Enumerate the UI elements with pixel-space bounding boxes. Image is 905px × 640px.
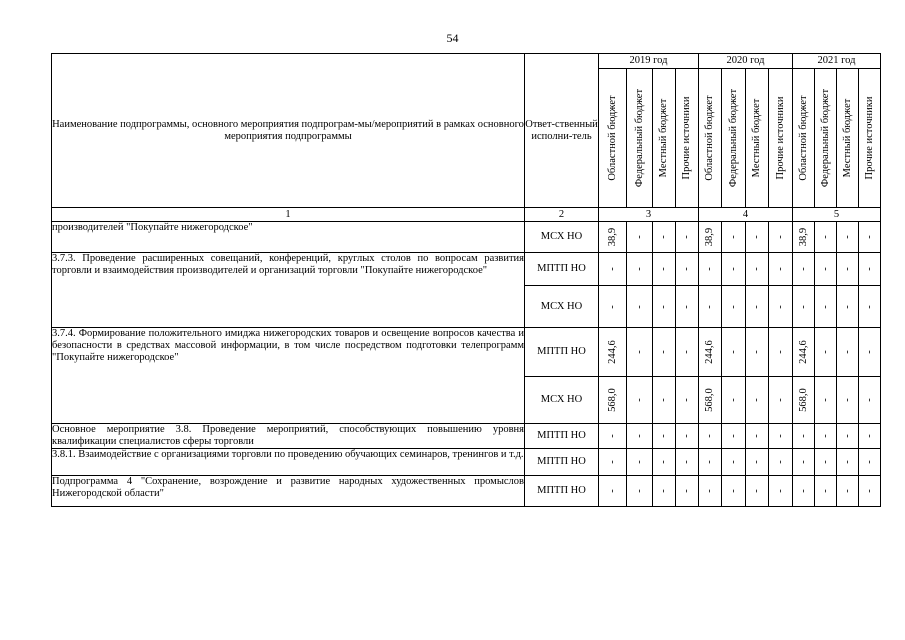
budget-value: 244,6: [704, 340, 715, 364]
budget-value: -: [863, 434, 875, 438]
budget-value-cell: [793, 476, 815, 507]
budget-value: -: [863, 304, 875, 309]
subcol-regional: Областной бюджет: [599, 69, 627, 208]
budget-value-cell: [793, 424, 815, 449]
budget-value: -: [658, 489, 669, 493]
budget-value: -: [727, 235, 739, 239]
budget-value-cell: [793, 286, 815, 328]
budget-value-cell: [859, 222, 881, 253]
budget-value: 38,9: [606, 227, 618, 247]
budget-value-cell: [599, 449, 627, 476]
budget-value: -: [704, 304, 715, 309]
header-executor-col: Ответ-ственный исполни-тель: [525, 54, 599, 208]
budget-value: -: [751, 489, 762, 493]
budget-value: -: [727, 398, 739, 402]
budget-value: -: [633, 434, 645, 438]
budget-value: -: [658, 460, 669, 464]
budget-value-cell: [722, 449, 746, 476]
subcol-regional: Областной бюджет: [793, 69, 815, 208]
budget-value: -: [606, 267, 618, 271]
budget-value-cell: [653, 286, 676, 328]
column-number: 5: [793, 208, 881, 222]
budget-value: -: [751, 460, 762, 464]
budget-value: -: [704, 267, 715, 271]
executor-cell: МСХ НО: [525, 286, 599, 328]
budget-value-cell: [699, 253, 722, 286]
budget-value-cell: [859, 476, 881, 507]
budget-value: -: [658, 398, 669, 402]
subcol-federal: Федеральный бюджет: [815, 69, 837, 208]
budget-value: -: [863, 235, 875, 239]
budget-value: 568,0: [606, 388, 618, 412]
budget-value-cell: [722, 377, 746, 424]
budget-value-cell: [793, 328, 815, 377]
budget-value-cell: [746, 476, 769, 507]
budget-value-cell: [599, 424, 627, 449]
table-row: [52, 424, 881, 449]
subcol-local: Местный бюджет: [837, 69, 859, 208]
budget-value: -: [841, 434, 853, 438]
executor-cell: МПТП НО: [525, 449, 599, 476]
executor-cell: МПТП НО: [525, 253, 599, 286]
budget-value-cell: [815, 286, 837, 328]
budget-value: -: [774, 235, 786, 239]
budget-value: -: [681, 304, 692, 309]
column-number: 1: [52, 208, 525, 222]
budget-value-cell: [699, 377, 722, 424]
budget-value-cell: [837, 222, 859, 253]
budget-value-cell: [837, 424, 859, 449]
budget-value-cell: [653, 222, 676, 253]
budget-value: -: [704, 489, 715, 493]
budget-value-cell: [722, 476, 746, 507]
budget-value-cell: [627, 449, 653, 476]
budget-value-cell: [815, 253, 837, 286]
budget-value-cell: [815, 449, 837, 476]
column-number: 3: [599, 208, 699, 222]
budget-value: -: [633, 304, 645, 309]
budget-value: -: [774, 434, 786, 438]
budget-value: -: [774, 267, 786, 271]
activity-name: 3.8.1. Взаимодействие с организациями торговли по проведению обучающих семинаров, тренингов и т.д.: [52, 449, 525, 476]
budget-value: -: [774, 460, 786, 464]
budget-value-cell: [676, 377, 699, 424]
budget-value: -: [751, 350, 762, 354]
table-row: [52, 328, 881, 377]
budget-value: -: [841, 350, 853, 354]
budget-value: -: [727, 489, 739, 493]
budget-value-cell: [859, 377, 881, 424]
budget-value-cell: [837, 328, 859, 377]
budget-value-cell: [599, 476, 627, 507]
budget-value: -: [819, 304, 831, 309]
budget-value-cell: [793, 253, 815, 286]
budget-value-cell: [722, 222, 746, 253]
activity-name: Основное мероприятие 3.8. Проведение мероприятий, способствующих повышению уровня квалификации специалистов сферы торговли: [52, 424, 524, 447]
budget-value-cell: [722, 328, 746, 377]
budget-value: -: [681, 460, 692, 464]
budget-value: -: [863, 460, 875, 464]
subcol-federal: Федеральный бюджет: [722, 69, 746, 208]
budget-value-cell: [793, 377, 815, 424]
budget-value-cell: [859, 286, 881, 328]
budget-value-cell: [653, 476, 676, 507]
budget-value-cell: [599, 222, 627, 253]
budget-value-cell: [837, 476, 859, 507]
budget-value-cell: [676, 424, 699, 449]
budget-value-cell: [676, 286, 699, 328]
budget-value-cell: [627, 222, 653, 253]
budget-value-cell: [746, 286, 769, 328]
budget-value-cell: [699, 328, 722, 377]
budget-table: [51, 53, 881, 507]
budget-value-cell: [653, 253, 676, 286]
budget-value: -: [606, 434, 618, 438]
budget-value: -: [841, 460, 853, 464]
budget-value: -: [797, 267, 809, 271]
executor-cell: МСХ НО: [525, 377, 599, 424]
subcol-federal: Федеральный бюджет: [627, 69, 653, 208]
budget-value-cell: [722, 424, 746, 449]
budget-value-cell: [676, 222, 699, 253]
table-row: [52, 222, 881, 253]
budget-value-cell: [769, 328, 793, 377]
budget-value: -: [704, 460, 715, 464]
subcol-local: Местный бюджет: [746, 69, 769, 208]
budget-value-cell: [722, 253, 746, 286]
column-number: 2: [525, 208, 599, 222]
budget-value-cell: [653, 328, 676, 377]
budget-value: -: [774, 489, 786, 493]
budget-value: -: [681, 489, 692, 493]
budget-value: -: [633, 235, 645, 239]
header-name-col: Наименование подпрограммы, основного мероприятия подпрограм-мы/мероприятий в рамках основного мероприятия подпрограммы: [52, 54, 525, 208]
budget-value-cell: [699, 286, 722, 328]
budget-value: -: [863, 398, 875, 402]
budget-value-cell: [815, 222, 837, 253]
budget-value-cell: [793, 222, 815, 253]
budget-value-cell: [676, 476, 699, 507]
budget-value: -: [797, 304, 809, 309]
budget-value-cell: [837, 377, 859, 424]
budget-value-cell: [837, 449, 859, 476]
budget-value-cell: [859, 328, 881, 377]
budget-value-cell: [676, 449, 699, 476]
budget-value-cell: [699, 222, 722, 253]
budget-value-cell: [815, 424, 837, 449]
budget-value-cell: [627, 253, 653, 286]
budget-value: -: [819, 489, 831, 493]
executor-cell: МПТП НО: [525, 476, 599, 507]
budget-value: -: [841, 304, 853, 309]
budget-value: -: [863, 350, 875, 354]
budget-value: -: [633, 350, 645, 354]
budget-value-cell: [746, 449, 769, 476]
budget-value: -: [606, 304, 618, 309]
budget-value: -: [727, 434, 739, 438]
budget-value: 568,0: [797, 388, 809, 412]
budget-value-cell: [627, 476, 653, 507]
page-number: 54: [446, 31, 459, 45]
budget-value: -: [797, 489, 809, 493]
budget-value-cell: [699, 449, 722, 476]
budget-value: -: [633, 489, 645, 493]
budget-value: -: [819, 350, 831, 354]
budget-value-cell: [769, 377, 793, 424]
budget-value-cell: [746, 377, 769, 424]
budget-value-cell: [627, 328, 653, 377]
budget-value-cell: [627, 286, 653, 328]
budget-value: -: [681, 398, 692, 402]
budget-value-cell: [653, 377, 676, 424]
budget-value: 244,6: [606, 340, 618, 364]
budget-value: -: [819, 235, 831, 239]
table-row: [52, 253, 881, 286]
budget-value: -: [774, 350, 786, 354]
budget-value: -: [727, 460, 739, 464]
budget-value: -: [633, 267, 645, 271]
budget-value-cell: [859, 449, 881, 476]
subcol-other: Прочие источники: [769, 69, 793, 208]
budget-value: -: [606, 489, 618, 493]
budget-value: -: [819, 398, 831, 402]
budget-value: -: [681, 434, 692, 438]
executor-cell: МПТП НО: [525, 328, 599, 377]
subcol-other: Прочие источники: [859, 69, 881, 208]
budget-value: -: [681, 267, 692, 271]
budget-value: -: [797, 460, 809, 464]
budget-value-cell: [699, 424, 722, 449]
budget-value: -: [658, 267, 669, 271]
budget-value-cell: [599, 328, 627, 377]
year-header: 2019 год: [599, 54, 699, 69]
budget-value-cell: [676, 253, 699, 286]
budget-value: -: [751, 304, 762, 309]
budget-value: -: [774, 304, 786, 309]
table-row: [52, 449, 881, 476]
budget-value: -: [658, 434, 669, 438]
budget-value: -: [633, 398, 645, 402]
subcol-local: Местный бюджет: [653, 69, 676, 208]
budget-value: -: [819, 267, 831, 271]
budget-value-cell: [815, 328, 837, 377]
budget-value-cell: [815, 377, 837, 424]
budget-value: -: [863, 489, 875, 493]
budget-value: -: [658, 350, 669, 354]
budget-value-cell: [699, 476, 722, 507]
budget-value-cell: [837, 253, 859, 286]
budget-value-cell: [815, 476, 837, 507]
budget-value: -: [658, 235, 669, 239]
budget-value: -: [727, 350, 739, 354]
budget-value: -: [751, 235, 762, 239]
activity-name: производителей "Покупайте нижегородское": [52, 222, 525, 253]
year-header: 2020 год: [699, 54, 793, 69]
budget-value: -: [681, 350, 692, 354]
table-body: [52, 222, 881, 507]
budget-value-cell: [653, 424, 676, 449]
budget-value-cell: [676, 328, 699, 377]
budget-value-cell: [653, 449, 676, 476]
budget-value: -: [751, 267, 762, 271]
budget-value-cell: [769, 449, 793, 476]
budget-value: -: [819, 460, 831, 464]
column-number: 4: [699, 208, 793, 222]
subcol-regional: Областной бюджет: [699, 69, 722, 208]
budget-value-cell: [627, 377, 653, 424]
budget-value: -: [727, 304, 739, 309]
budget-value: 38,9: [704, 227, 715, 247]
budget-value: -: [841, 489, 853, 493]
budget-value-cell: [599, 286, 627, 328]
budget-value: -: [633, 460, 645, 464]
budget-value: 568,0: [704, 388, 715, 412]
budget-value-cell: [599, 377, 627, 424]
budget-value-cell: [769, 253, 793, 286]
budget-value-cell: [859, 424, 881, 449]
budget-value: -: [863, 267, 875, 271]
budget-value-cell: [837, 286, 859, 328]
budget-value-cell: [627, 424, 653, 449]
budget-value: -: [681, 235, 692, 239]
budget-value: -: [751, 398, 762, 402]
budget-value-cell: [859, 253, 881, 286]
budget-value: -: [819, 434, 831, 438]
budget-value: -: [606, 460, 618, 464]
budget-value: -: [841, 267, 853, 271]
budget-value: -: [841, 235, 853, 239]
budget-value: 244,6: [797, 340, 809, 364]
budget-value: -: [797, 434, 809, 438]
budget-value-cell: [599, 253, 627, 286]
budget-value-cell: [746, 253, 769, 286]
budget-value-cell: [746, 328, 769, 377]
activity-name: Подпрограмма 4 "Сохранение, возрождение и развитие народных художественных промыслов Нижегородской области": [52, 476, 525, 507]
budget-value: -: [841, 398, 853, 402]
budget-value-cell: [769, 286, 793, 328]
executor-cell: МПТП НО: [525, 424, 599, 449]
budget-value: -: [704, 434, 715, 438]
budget-value-cell: [769, 476, 793, 507]
budget-value-cell: [769, 222, 793, 253]
executor-cell: МСХ НО: [525, 222, 599, 253]
budget-value: -: [751, 434, 762, 438]
year-header: 2021 год: [793, 54, 881, 69]
budget-value-cell: [746, 424, 769, 449]
table-row: [52, 476, 881, 507]
budget-value: 38,9: [797, 227, 809, 247]
budget-value-cell: [769, 424, 793, 449]
budget-value: -: [658, 304, 669, 309]
budget-value: -: [774, 398, 786, 402]
budget-value: -: [727, 267, 739, 271]
subcol-other: Прочие источники: [676, 69, 699, 208]
budget-value-cell: [793, 449, 815, 476]
budget-value-cell: [746, 222, 769, 253]
activity-name: 3.7.4. Формирование положительного имиджа нижегородских товаров и освещение вопросов качества и безопасности в средствах массовой информации, в том числе посредством подготовки телепрограмм "Покупайте нижегородское": [52, 328, 525, 424]
budget-value-cell: [722, 286, 746, 328]
activity-name: 3.7.3. Проведение расширенных совещаний, конференций, круглых столов по вопросам развития торговли и взаимодействия производителей и организаций торговли "Покупайте нижегородское": [52, 253, 525, 328]
